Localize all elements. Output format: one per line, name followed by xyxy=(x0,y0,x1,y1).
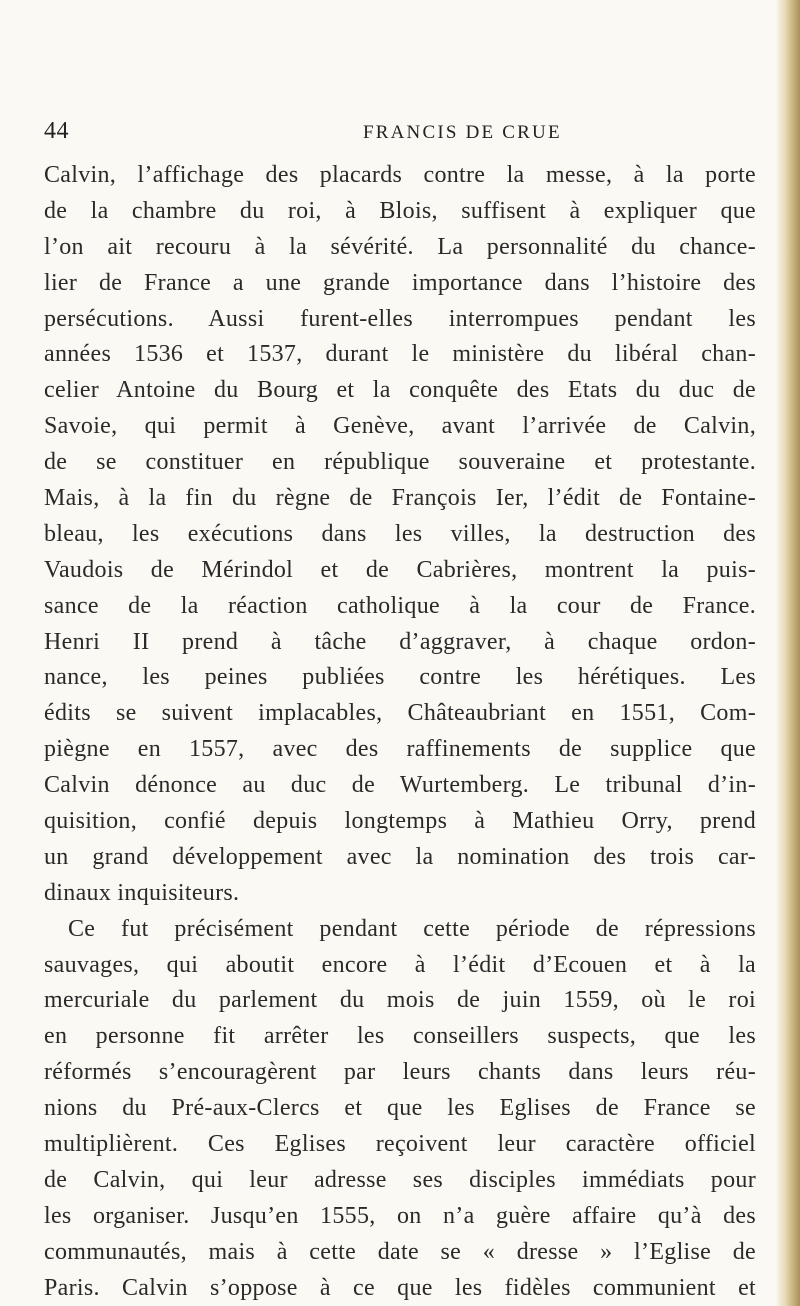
text-line: Ce fut précisément pendant cette période de répressions xyxy=(68,915,756,942)
text-line: Savoie, qui permit à Genève, avant l’arrivée de Calvin, xyxy=(44,413,756,440)
text-line: nance, les peines publiées contre les hérétiques. Les xyxy=(44,664,756,691)
text-line: Paris. Calvin s’oppose à ce que les fidèles communient et xyxy=(44,1274,756,1301)
text-line: années 1536 et 1537, durant le ministère du libéral chan- xyxy=(44,341,756,368)
text-line: multiplièrent. Ces Eglises reçoivent leur caractère officiel xyxy=(44,1131,756,1158)
page-edge xyxy=(778,0,800,1306)
text-line: dinaux inquisiteurs. xyxy=(44,879,240,906)
text-line: nions du Pré-aux-Clercs et que les Eglises de France se xyxy=(44,1095,756,1122)
text-line: lier de France a une grande importance dans l’histoire des xyxy=(44,269,756,296)
text-line: sauvages, qui aboutit encore à l’édit d’Ecouen et à la xyxy=(44,951,756,978)
text-line: communautés, mais à cette date se « dresse » l’Eglise de xyxy=(44,1238,756,1265)
text-line: Mais, à la fin du règne de François Ier, l’édit de Fontaine- xyxy=(44,485,756,512)
text-line: celier Antoine du Bourg et la conquête des Etats du duc de xyxy=(44,377,756,404)
text-line: de la chambre du roi, à Blois, suffisent à expliquer que xyxy=(44,197,756,224)
text-line: Vaudois de Mérindol et de Cabrières, montrent la puis- xyxy=(44,556,756,583)
text-line: quisition, confié depuis longtemps à Mathieu Orry, prend xyxy=(44,808,756,835)
text-line: piègne en 1557, avec des raffinements de supplice que xyxy=(44,736,756,763)
text-line: de Calvin, qui leur adresse ses disciples immédiats pour xyxy=(44,1166,756,1193)
running-title: FRANCIS DE CRUE xyxy=(363,122,562,143)
text-line: en personne fit arrêter les conseillers suspects, que les xyxy=(44,1023,756,1050)
text-line: les organiser. Jusqu’en 1555, on n’a guère affaire qu’à des xyxy=(44,1202,756,1229)
text-line: Henri II prend à tâche d’aggraver, à chaque ordon- xyxy=(44,628,756,655)
page-number: 44 xyxy=(44,118,69,144)
paragraph-1 xyxy=(44,158,756,912)
body-text xyxy=(44,158,756,1306)
text-line: sance de la réaction catholique à la cour de France. xyxy=(44,592,756,619)
text-line: réformés s’encouragèrent par leurs chants dans leurs réu- xyxy=(44,1059,756,1086)
paragraph-2 xyxy=(44,912,756,1306)
text-line: édits se suivent implacables, Châteaubriant en 1551, Com- xyxy=(44,700,756,727)
text-line: persécutions. Aussi furent-elles interrompues pendant les xyxy=(44,305,756,332)
text-line: de se constituer en république souveraine et protestante. xyxy=(44,449,756,476)
text-line: Calvin, l’affichage des placards contre la messe, à la porte xyxy=(44,162,756,188)
running-head xyxy=(44,118,756,152)
text-line: l’on ait recouru à la sévérité. La personnalité du chance- xyxy=(44,233,756,260)
text-line: Calvin dénonce au duc de Wurtemberg. Le tribunal d’in- xyxy=(44,772,756,799)
text-line: mercuriale du parlement du mois de juin 1559, où le roi xyxy=(44,987,756,1014)
text-line: bleau, les exécutions dans les villes, la destruction des xyxy=(44,520,756,547)
text-line: un grand développement avec la nomination des trois car- xyxy=(44,843,756,870)
